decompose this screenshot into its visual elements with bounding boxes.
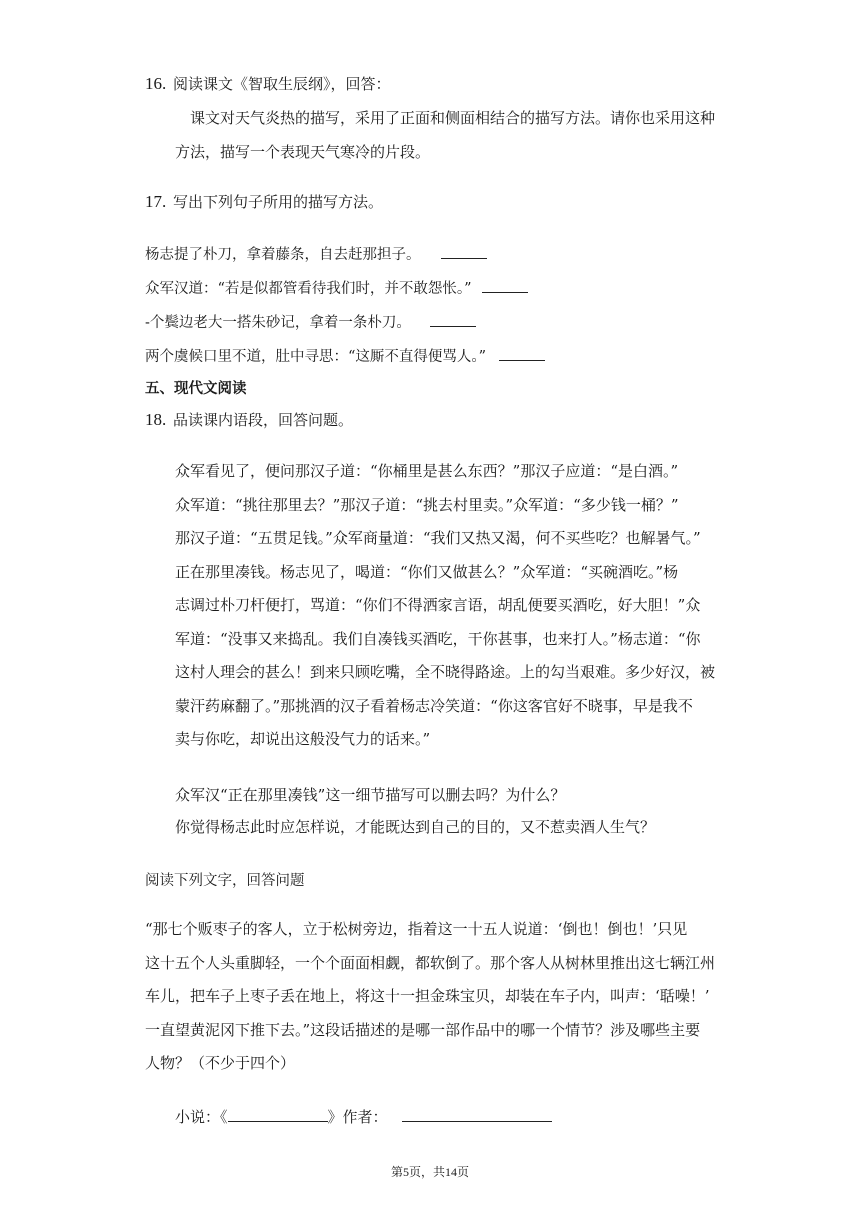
- q18-passage: [175, 455, 725, 757]
- passage-line: 志调过朴刀杆便打，骂道：“你们不得洒家言语，胡乱便要买酒吃，好大胆！”众: [175, 596, 701, 614]
- q16-number: 16.: [145, 74, 167, 93]
- answer-blank[interactable]: [499, 346, 545, 361]
- q17-item-2: [145, 277, 528, 298]
- novel-label: 小说：《: [175, 1108, 228, 1126]
- passage-line: 蒙汗药麻翻了。”那挑酒的汉子看着杨志冷笑道：“你这客官好不晓事，早是我不: [175, 696, 693, 715]
- reading-line: 一直望黄泥冈下推下去。”这段话描述的是哪一部作品中的哪一个情节？涉及哪些主要: [145, 1020, 701, 1039]
- q16-line1: 课文对天气炎热的描写，采用了正面和侧面相结合的描写方法。请你也采用这种: [190, 109, 716, 127]
- q17-item-3: [145, 311, 476, 332]
- section-title: 五、现代文阅读: [145, 381, 247, 397]
- reading-line: “那七个贩枣子的客人，立于松树旁边，指着这一十五人说道：‘倒也！倒也！’只见: [145, 920, 688, 938]
- q17-item-1-text: 杨志提了朴刀，拿着藤条，自去赶那担子。: [145, 247, 421, 263]
- q16-prompt: 阅读课文《智取生辰纲》，回答：: [173, 75, 391, 93]
- author-blank[interactable]: [402, 1107, 552, 1122]
- q17-item-2-text: 众军汉道：“若是似都管看待我们时，并不敢怨怅。”: [145, 281, 472, 297]
- reading-title: 阅读下列文字，回答问题: [145, 873, 305, 889]
- answer-blank[interactable]: [441, 244, 487, 259]
- q18-number: 18.: [145, 410, 167, 429]
- passage-line: 卖与你吃，却说出这般没气力的话来。”: [175, 730, 431, 748]
- author-label: 》作者：: [327, 1108, 388, 1126]
- q17-item-4-text: 两个虞候口里不道，肚中寻思：“这厮不直得便骂人。”: [145, 349, 487, 365]
- page-footer: 第5页，共14页: [390, 1165, 469, 1179]
- q16-line2: 方法，描写一个表现天气寒冷的片段。: [175, 143, 431, 161]
- passage-line: 这村人理会的甚么！到来只顾吃嘴，全不晓得路途。上的勾当艰难。多少好汉，被: [175, 663, 716, 681]
- reading-line: 这十五个人头重脚轻，一个个面面相觑，都软倒了。那个客人从树林里推出这七辆江州: [145, 953, 716, 972]
- q18-prompt: 品读课内语段，回答问题。: [173, 411, 354, 429]
- passage-line: 那汉子道：“五贯足钱。”众军商量道：“我们又热又渴，何不买些吃？也解暑气。”: [175, 529, 701, 547]
- reading-line: 人物？（不少于四个）: [145, 1054, 296, 1072]
- reading-line: 车儿，把车子上枣子丢在地上，将这十一担金珠宝贝，却装在车子内，叫声：‘聒噪！’: [145, 987, 710, 1005]
- q17-prompt: 写出下列句子所用的描写方法。: [173, 193, 384, 211]
- passage-line: 正在那里凑钱。杨志见了，喝道：“你们又做甚么？”众军道：“买碗酒吃。”杨: [175, 562, 679, 581]
- passage-line: 军道：“没事又来捣乱。我们自凑钱买酒吃，干你甚事，也来打人。”杨志道：“你: [175, 629, 701, 648]
- passage-line: 众军看见了，便问那汉子道：“你桶里是甚么东西？”那汉子应道：“是白酒。”: [175, 462, 679, 480]
- q17-item-1: [145, 243, 487, 264]
- q17-number: 17.: [145, 192, 167, 211]
- answer-blank[interactable]: [430, 312, 476, 327]
- answer-line: [175, 1106, 552, 1127]
- q17-item-4: [145, 345, 545, 366]
- q18-sub1: 众军汉“正在那里凑钱”这一细节描写可以删去吗？为什么？: [175, 786, 566, 804]
- q18-sub2: 你觉得杨志此时应怎样说，才能既达到自己的目的，又不惹卖酒人生气？: [175, 818, 656, 836]
- novel-title-blank[interactable]: [228, 1107, 328, 1122]
- q17-item-3-text: -个鬓边老大一搭朱砂记，拿着一条朴刀。: [145, 315, 411, 331]
- answer-blank[interactable]: [482, 278, 528, 293]
- reading-passage: [145, 913, 725, 1081]
- passage-line: 众军道：“挑往那里去？”那汉子道：“挑去村里卖。”众军道：“多少钱一桶？”: [175, 495, 679, 514]
